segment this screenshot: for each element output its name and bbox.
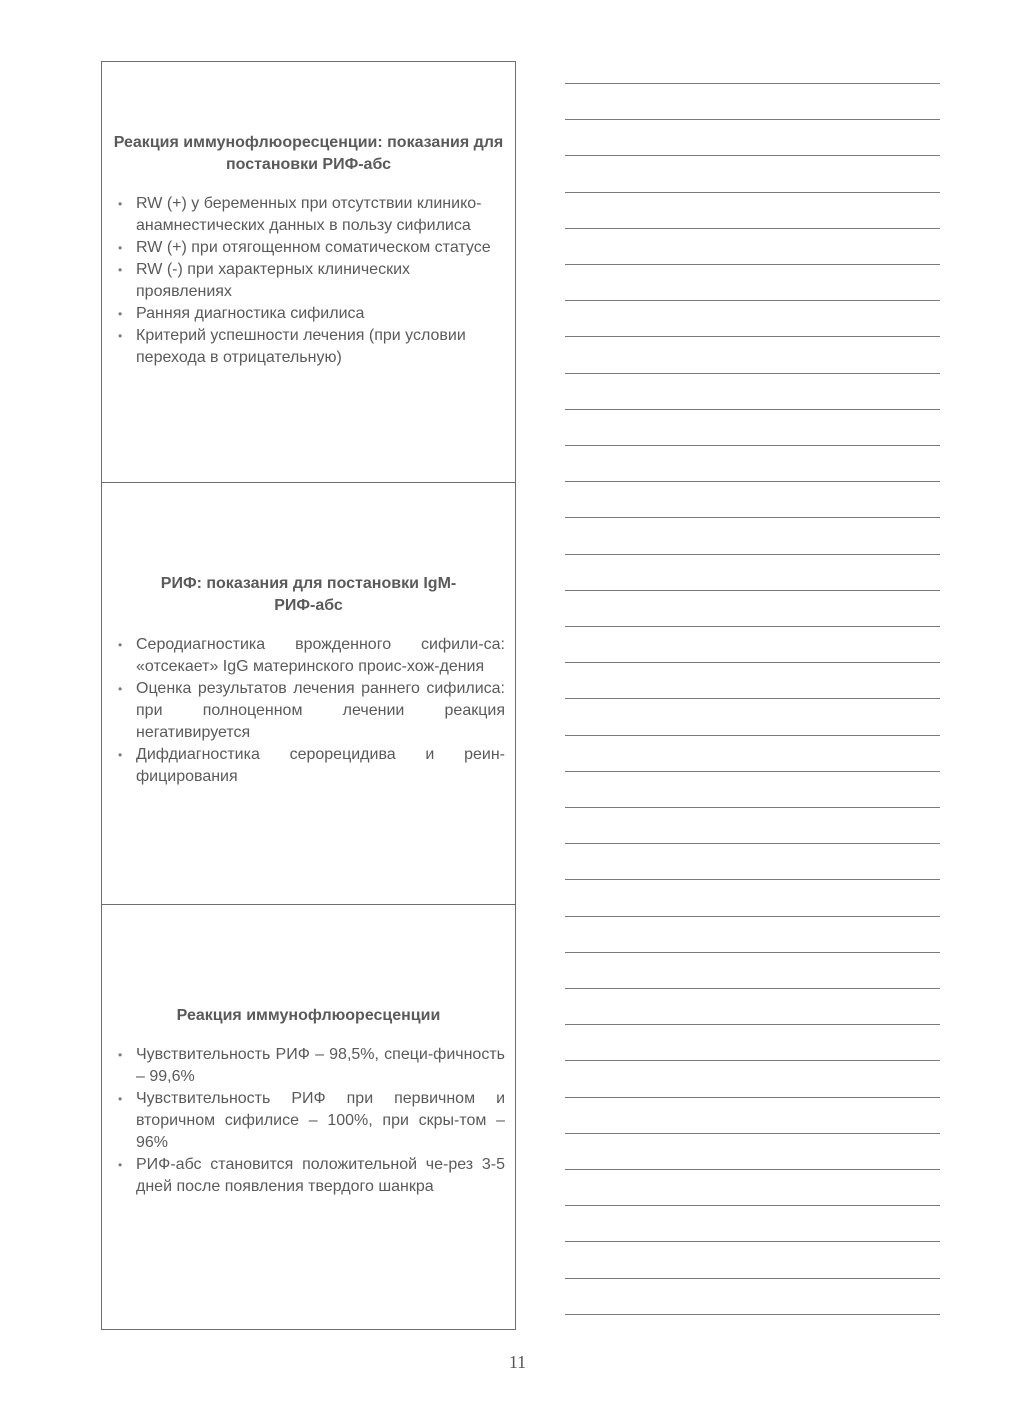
note-line (565, 590, 940, 591)
slide-3 (102, 904, 515, 1329)
bullet-dot-icon: • (118, 1092, 123, 1106)
list-item (112, 634, 505, 678)
note-line (565, 300, 940, 301)
note-line (565, 807, 940, 808)
note-line (565, 735, 940, 736)
list-item (112, 303, 505, 325)
bullet-dot-icon: • (118, 241, 123, 255)
page-number: 11 (508, 1352, 527, 1372)
bullet-dot-icon: • (118, 638, 123, 652)
slide-2 (102, 482, 515, 904)
slide-title: РИФ: показания для постановки IgM-РИФ-абс (160, 575, 457, 614)
bullet-list (112, 1044, 505, 1198)
note-line (565, 83, 940, 84)
note-line (565, 1024, 940, 1025)
note-line (565, 264, 940, 265)
note-line (565, 626, 940, 627)
bullet-dot-icon: • (118, 329, 123, 343)
note-line (565, 879, 940, 880)
note-line (565, 1169, 940, 1170)
note-line (565, 228, 940, 229)
note-line (565, 662, 940, 663)
note-line (565, 445, 940, 446)
bullet-text: RW (+) у беременных при отсутствии клинико-анамнестических данных в пользу сифилиса (136, 195, 482, 234)
bullet-text: Оценка результатов лечения раннего сифилиса: при полноценном лечении реакция негативируется (136, 680, 505, 741)
note-line (565, 952, 940, 953)
bullet-dot-icon: • (118, 263, 123, 277)
bullet-dot-icon: • (118, 1158, 123, 1172)
note-line (565, 1278, 940, 1279)
note-line (565, 698, 940, 699)
note-line (565, 843, 940, 844)
slides-column (101, 61, 516, 1330)
notes-lines (565, 0, 940, 1414)
bullet-text: Серодиагностика врожденного сифили-са: «отсекает» IgG материнского проис-хож-дения (136, 636, 505, 675)
list-item (112, 193, 505, 237)
list-item (112, 325, 505, 369)
bullet-dot-icon: • (118, 682, 123, 696)
note-line (565, 373, 940, 374)
note-line (565, 481, 940, 482)
list-item (112, 1154, 505, 1198)
bullet-text: Ранняя диагностика сифилиса (136, 305, 365, 322)
bullet-list (112, 634, 505, 788)
note-line (565, 336, 940, 337)
note-line (565, 192, 940, 193)
bullet-list (112, 193, 505, 369)
slide-title: Реакция иммунофлюоресценции: показания для постановки РИФ-абс (113, 134, 504, 173)
note-line (565, 1060, 940, 1061)
list-item (112, 237, 505, 259)
bullet-text: Чувствительность РИФ при первичном и вторичном сифилисе – 100%, при скры-том – 96% (136, 1090, 505, 1151)
note-line (565, 1314, 940, 1315)
bullet-dot-icon: • (118, 1048, 123, 1062)
list-item (112, 259, 505, 303)
note-line (565, 771, 940, 772)
note-line (565, 155, 940, 156)
bullet-dot-icon: • (118, 197, 123, 211)
note-line (565, 916, 940, 917)
list-item (112, 1044, 505, 1088)
note-line (565, 1133, 940, 1134)
list-item (112, 744, 505, 788)
bullet-text: RW (+) при отягощенном соматическом статусе (136, 239, 491, 256)
bullet-text: Чувствительность РИФ – 98,5%, специ-фичность – 99,6% (136, 1046, 505, 1085)
note-line (565, 517, 940, 518)
note-line (565, 554, 940, 555)
list-item (112, 1088, 505, 1154)
bullet-dot-icon: • (118, 748, 123, 762)
bullet-text: РИФ-абс становится положительной че-рез 3-5 дней после появления твердого шанкра (136, 1156, 505, 1195)
slide-title: Реакция иммунофлюоресценции (176, 1007, 441, 1024)
bullet-text: RW (-) при характерных клинических проявлениях (136, 261, 411, 300)
note-line (565, 1205, 940, 1206)
note-line (565, 1241, 940, 1242)
note-line (565, 988, 940, 989)
note-line (565, 119, 940, 120)
slide-1 (102, 62, 515, 482)
note-line (565, 1097, 940, 1098)
bullet-text: Дифдиагностика серорецидива и реин-фицирования (136, 746, 505, 785)
note-line (565, 409, 940, 410)
bullet-text: Критерий успешности лечения (при условии перехода в отрицательную) (136, 327, 466, 366)
bullet-dot-icon: • (118, 307, 123, 321)
list-item (112, 678, 505, 744)
